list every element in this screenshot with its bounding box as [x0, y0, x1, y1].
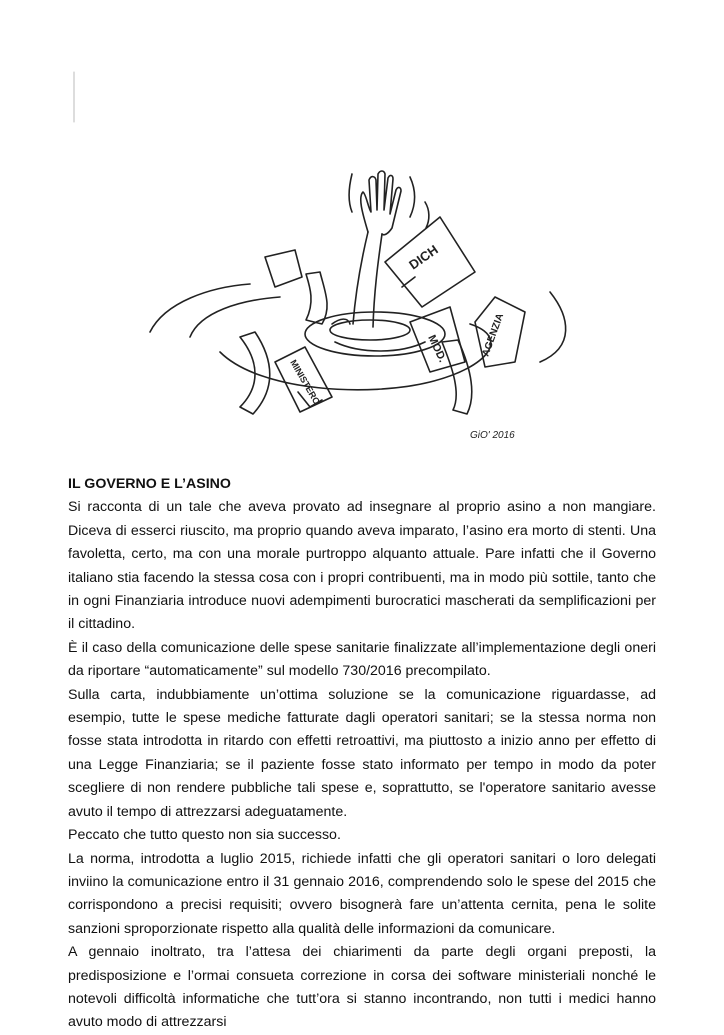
paragraph: La norma, introdotta a luglio 2015, richiede infatti che gli operatori sanitari o loro delegati inviino la comunicazione entro il 31 gennaio 2016, comprendendo solo le spese del 2015 che corrispondono a precisi requisiti; ovvero bisognerà fare un’attenta cernita, pena le solite sanzioni sproporzionate rispetto alla qualità delle informazioni da comunicare.	[68, 850, 656, 937]
article-title: IL GOVERNO E L’ASINO	[68, 476, 231, 492]
whirlpool	[305, 312, 445, 356]
paper-dich-label: DICH	[406, 241, 441, 273]
cartoon-illustration	[70, 62, 655, 462]
arm	[353, 232, 368, 324]
swirl-arc	[150, 284, 250, 332]
paragraph: Si racconta di un tale che aveva provato ad insegnare al proprio asino a non mangiare. Diceva di esserci riuscito, ma proprio quando aveva imparato, l’asino era morto di stenti. Una favoletta, certo, ma con una morale purtroppo alquanto attuale. Pare infatti che il Governo italiano stia facendo la stessa cosa con i propri contribuenti, ma in modo più sottile, tanto che in ogni Finanziaria introduce nuovi adempimenti burocratici mascherati da semplificazioni per il cittadino.	[68, 499, 656, 633]
hand	[361, 171, 401, 235]
signature: GiO' 2016	[470, 430, 515, 441]
article	[68, 473, 656, 1035]
paper-agenzia-label: AGENZIA	[480, 311, 507, 359]
paragraph: È il caso della comunicazione delle spese sanitarie finalizzate all’implementazione degli oneri da riportare “automaticamente” sul modello 730/2016 precompilato.	[68, 639, 656, 680]
paper-mod-label: MOD.	[425, 333, 449, 365]
paper-ministero-label: MINISTERO	[288, 358, 322, 407]
paragraph: Peccato che tutto questo non sia successo.	[68, 827, 341, 844]
paper-dich	[385, 217, 475, 307]
paragraph: A gennaio inoltrato, tra l’attesa dei chiarimenti da parte degli organi preposti, la predisposizione e l’ormai consueta correzione in corsa dei software ministeriali nonché le notevoli difficoltà informatiche che tutt’ora si stanno incontrando, non tutti i medici hanno avuto modo di attrezzarsi	[68, 944, 656, 1031]
paragraph: Sulla carta, indubbiamente un’ottima soluzione se la comunicazione riguardasse, ad esempio, tutte le spese mediche fatturate dagli operatori sanitari; se la stessa norma non fosse stata introdotta in ritardo con effetti retroattivi, ma piuttosto a inizio anno per effetto di una Legge Finanziaria; se il paziente fosse stato informato per tempo in modo da poter scegliere di non rendere pubbliche tali spese e, soprattutto, se l'operatore sanitario avesse avuto il tempo di attrezzarsi adeguatamente.	[68, 686, 656, 820]
